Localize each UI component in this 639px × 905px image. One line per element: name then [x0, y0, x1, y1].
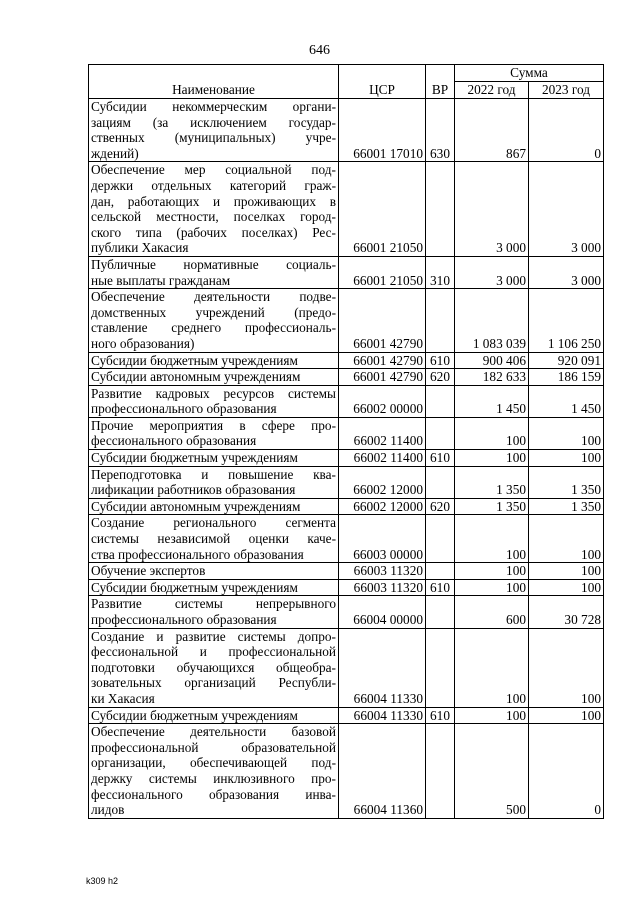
- row-sum-2023: 100: [529, 450, 604, 467]
- row-csr: 66004 11330: [339, 707, 426, 724]
- row-vr: [426, 417, 455, 449]
- table-row: [89, 289, 604, 352]
- row-name-line: профессионального образования: [91, 401, 277, 417]
- page-number: 646: [309, 43, 330, 58]
- table-header-row: [89, 65, 604, 82]
- table-row: [89, 417, 604, 449]
- row-name: [89, 352, 339, 369]
- row-sum-2022: 100: [455, 515, 529, 563]
- row-name-line: Создание регионального сегмента: [91, 515, 336, 531]
- row-csr: 66004 11330: [339, 628, 426, 707]
- row-name-line: фессионального образования: [91, 433, 257, 449]
- row-vr: 610: [426, 579, 455, 596]
- row-sum-2022: 100: [455, 450, 529, 467]
- row-vr: 310: [426, 256, 455, 288]
- row-name-line: ского типа (рабочих поселках) Рес-: [91, 224, 336, 240]
- row-vr: [426, 289, 455, 352]
- row-sum-2022: 100: [455, 417, 529, 449]
- row-sum-2023: 1 106 250: [529, 289, 604, 352]
- row-name: [89, 724, 339, 819]
- row-sum-2023: 920 091: [529, 352, 604, 369]
- row-name-line: Развитие кадровых ресурсов системы: [91, 385, 336, 401]
- table-row: [89, 256, 604, 288]
- table-row: [89, 450, 604, 467]
- row-name-line: Обучение экспертов: [91, 563, 206, 579]
- row-name: [89, 385, 339, 417]
- table-row: [89, 162, 604, 257]
- row-sum-2022: 1 450: [455, 385, 529, 417]
- table-row: [89, 515, 604, 563]
- row-vr: 630: [426, 99, 455, 162]
- row-sum-2022: 100: [455, 628, 529, 707]
- table-row: [89, 498, 604, 515]
- row-csr: 66001 21050: [339, 256, 426, 288]
- row-name: [89, 289, 339, 352]
- row-name-line: Субсидии бюджетным учреждениям: [91, 579, 298, 595]
- row-name: [89, 563, 339, 580]
- row-name-line: фессиональной и профессиональной: [91, 644, 336, 660]
- row-name-line: фессионального образования инва-: [91, 786, 336, 802]
- row-sum-2023: 100: [529, 563, 604, 580]
- row-name-line: Обеспечение деятельности подве-: [91, 289, 336, 305]
- row-name: [89, 628, 339, 707]
- row-name-line: системы независимой оценки каче-: [91, 531, 336, 547]
- row-sum-2022: 1 350: [455, 466, 529, 498]
- row-vr: [426, 724, 455, 819]
- header-csr: ЦСР: [339, 65, 426, 99]
- row-name-line: Субсидии бюджетным учреждениям: [91, 450, 298, 466]
- row-vr: 620: [426, 498, 455, 515]
- budget-table: [88, 64, 604, 819]
- row-name-line: зовательных организаций Республи-: [91, 675, 336, 691]
- header-year-2023: 2023 год: [529, 82, 604, 99]
- row-sum-2023: 100: [529, 417, 604, 449]
- row-name-line: держку системы инклюзивного про-: [91, 770, 336, 786]
- row-name: [89, 417, 339, 449]
- row-sum-2023: 1 350: [529, 498, 604, 515]
- row-csr: 66003 11320: [339, 563, 426, 580]
- row-sum-2023: 1 450: [529, 385, 604, 417]
- row-name-line: Обеспечение деятельности базовой: [91, 724, 336, 740]
- row-csr: 66002 11400: [339, 450, 426, 467]
- row-csr: 66002 00000: [339, 385, 426, 417]
- row-sum-2022: 100: [455, 707, 529, 724]
- footer-code: k309 h2: [86, 876, 119, 886]
- row-name-line: ственных (муниципальных) учре-: [91, 130, 336, 146]
- row-vr: 620: [426, 369, 455, 386]
- row-csr: 66001 42790: [339, 289, 426, 352]
- table-row: [89, 596, 604, 628]
- table-row: [89, 466, 604, 498]
- row-csr: 66002 11400: [339, 417, 426, 449]
- table-row: [89, 369, 604, 386]
- row-name-line: Субсидии бюджетным учреждениям: [91, 352, 298, 368]
- row-name-line: профессионального образования: [91, 612, 277, 627]
- row-name: [89, 162, 339, 257]
- table-row: [89, 628, 604, 707]
- row-name-line: Развитие системы непрерывного: [91, 596, 336, 612]
- row-vr: [426, 515, 455, 563]
- table-row: [89, 385, 604, 417]
- row-name-line: ставление среднего профессиональ-: [91, 320, 336, 336]
- row-sum-2022: 1 083 039: [455, 289, 529, 352]
- row-sum-2023: 3 000: [529, 256, 604, 288]
- header-vr: ВР: [426, 65, 455, 99]
- table-body: [89, 99, 604, 819]
- row-csr: 66003 11320: [339, 579, 426, 596]
- row-name-line: Прочие мероприятия в сфере про-: [91, 417, 336, 433]
- table-row: [89, 707, 604, 724]
- row-sum-2022: 182 633: [455, 369, 529, 386]
- row-name-line: организации, обеспечивающей под-: [91, 755, 336, 771]
- row-name: [89, 596, 339, 628]
- row-vr: [426, 596, 455, 628]
- row-name-line: профессиональной образовательной: [91, 739, 336, 755]
- row-name-line: Публичные нормативные социаль-: [91, 256, 336, 272]
- row-sum-2023: 100: [529, 628, 604, 707]
- row-sum-2023: 30 728: [529, 596, 604, 628]
- row-csr: 66004 11360: [339, 724, 426, 819]
- row-name: [89, 369, 339, 386]
- row-name-line: ждений): [91, 145, 139, 161]
- row-sum-2022: 600: [455, 596, 529, 628]
- table-row: [89, 99, 604, 162]
- row-sum-2022: 500: [455, 724, 529, 819]
- row-csr: 66004 00000: [339, 596, 426, 628]
- row-name-line: домственных учреждений (предо-: [91, 304, 336, 320]
- header-name: Наименование: [89, 65, 339, 99]
- row-sum-2023: 186 159: [529, 369, 604, 386]
- row-sum-2023: 100: [529, 579, 604, 596]
- table-row: [89, 724, 604, 819]
- row-sum-2022: 3 000: [455, 162, 529, 257]
- row-csr: 66001 17010: [339, 99, 426, 162]
- row-sum-2023: 1 350: [529, 466, 604, 498]
- row-csr: 66001 42790: [339, 369, 426, 386]
- row-name-line: лидов: [91, 802, 125, 818]
- row-vr: [426, 466, 455, 498]
- row-csr: 66001 21050: [339, 162, 426, 257]
- row-name-line: держки отдельных категорий граж-: [91, 177, 336, 193]
- row-name: [89, 579, 339, 596]
- table-row: [89, 352, 604, 369]
- row-vr: [426, 563, 455, 580]
- row-name: [89, 515, 339, 563]
- row-name: [89, 707, 339, 724]
- row-name-line: Переподготовка и повышение ква-: [91, 466, 336, 482]
- row-csr: 66001 42790: [339, 352, 426, 369]
- row-vr: 610: [426, 352, 455, 369]
- row-name-line: Субсидии автономным учреждениям: [91, 369, 301, 385]
- row-sum-2023: 100: [529, 707, 604, 724]
- row-vr: 610: [426, 707, 455, 724]
- row-name-line: зациям (за исключением государ-: [91, 114, 336, 130]
- row-name: [89, 99, 339, 162]
- row-name: [89, 498, 339, 515]
- row-sum-2022: 1 350: [455, 498, 529, 515]
- row-sum-2023: 3 000: [529, 162, 604, 257]
- row-name: [89, 450, 339, 467]
- row-name-line: ки Хакасия: [91, 690, 155, 706]
- row-name-line: Субсидии автономным учреждениям: [91, 498, 301, 514]
- row-sum-2022: 867: [455, 99, 529, 162]
- row-name-line: публики Хакасия: [91, 240, 189, 256]
- row-vr: [426, 162, 455, 257]
- row-csr: 66003 00000: [339, 515, 426, 563]
- row-sum-2022: 3 000: [455, 256, 529, 288]
- row-name: [89, 466, 339, 498]
- row-name-line: подготовки обучающихся общеобра-: [91, 659, 336, 675]
- row-name-line: Субсидии некоммерческим органи-: [91, 99, 336, 114]
- row-sum-2022: 100: [455, 579, 529, 596]
- table-row: [89, 579, 604, 596]
- row-sum-2023: 0: [529, 99, 604, 162]
- table-row: [89, 563, 604, 580]
- header-year-2022: 2022 год: [455, 82, 529, 99]
- row-csr: 66002 12000: [339, 498, 426, 515]
- row-name-line: лификации работников образования: [91, 482, 296, 498]
- row-csr: 66002 12000: [339, 466, 426, 498]
- row-name-line: ного образования): [91, 335, 195, 351]
- row-vr: [426, 385, 455, 417]
- row-vr: [426, 628, 455, 707]
- row-name-line: ные выплаты гражданам: [91, 272, 231, 288]
- row-name-line: сельской местности, поселках город-: [91, 209, 336, 225]
- row-name-line: Субсидии бюджетным учреждениям: [91, 707, 298, 723]
- row-sum-2023: 100: [529, 515, 604, 563]
- row-name-line: ства профессионального образования: [91, 546, 304, 562]
- row-name: [89, 256, 339, 288]
- row-vr: 610: [426, 450, 455, 467]
- row-sum-2023: 0: [529, 724, 604, 819]
- header-sum: Сумма: [455, 65, 604, 82]
- row-name-line: дан, работающих и проживающих в: [91, 193, 336, 209]
- row-sum-2022: 900 406: [455, 352, 529, 369]
- row-name-line: Создание и развитие системы допро-: [91, 628, 336, 644]
- row-name-line: Обеспечение мер социальной под-: [91, 162, 336, 178]
- row-sum-2022: 100: [455, 563, 529, 580]
